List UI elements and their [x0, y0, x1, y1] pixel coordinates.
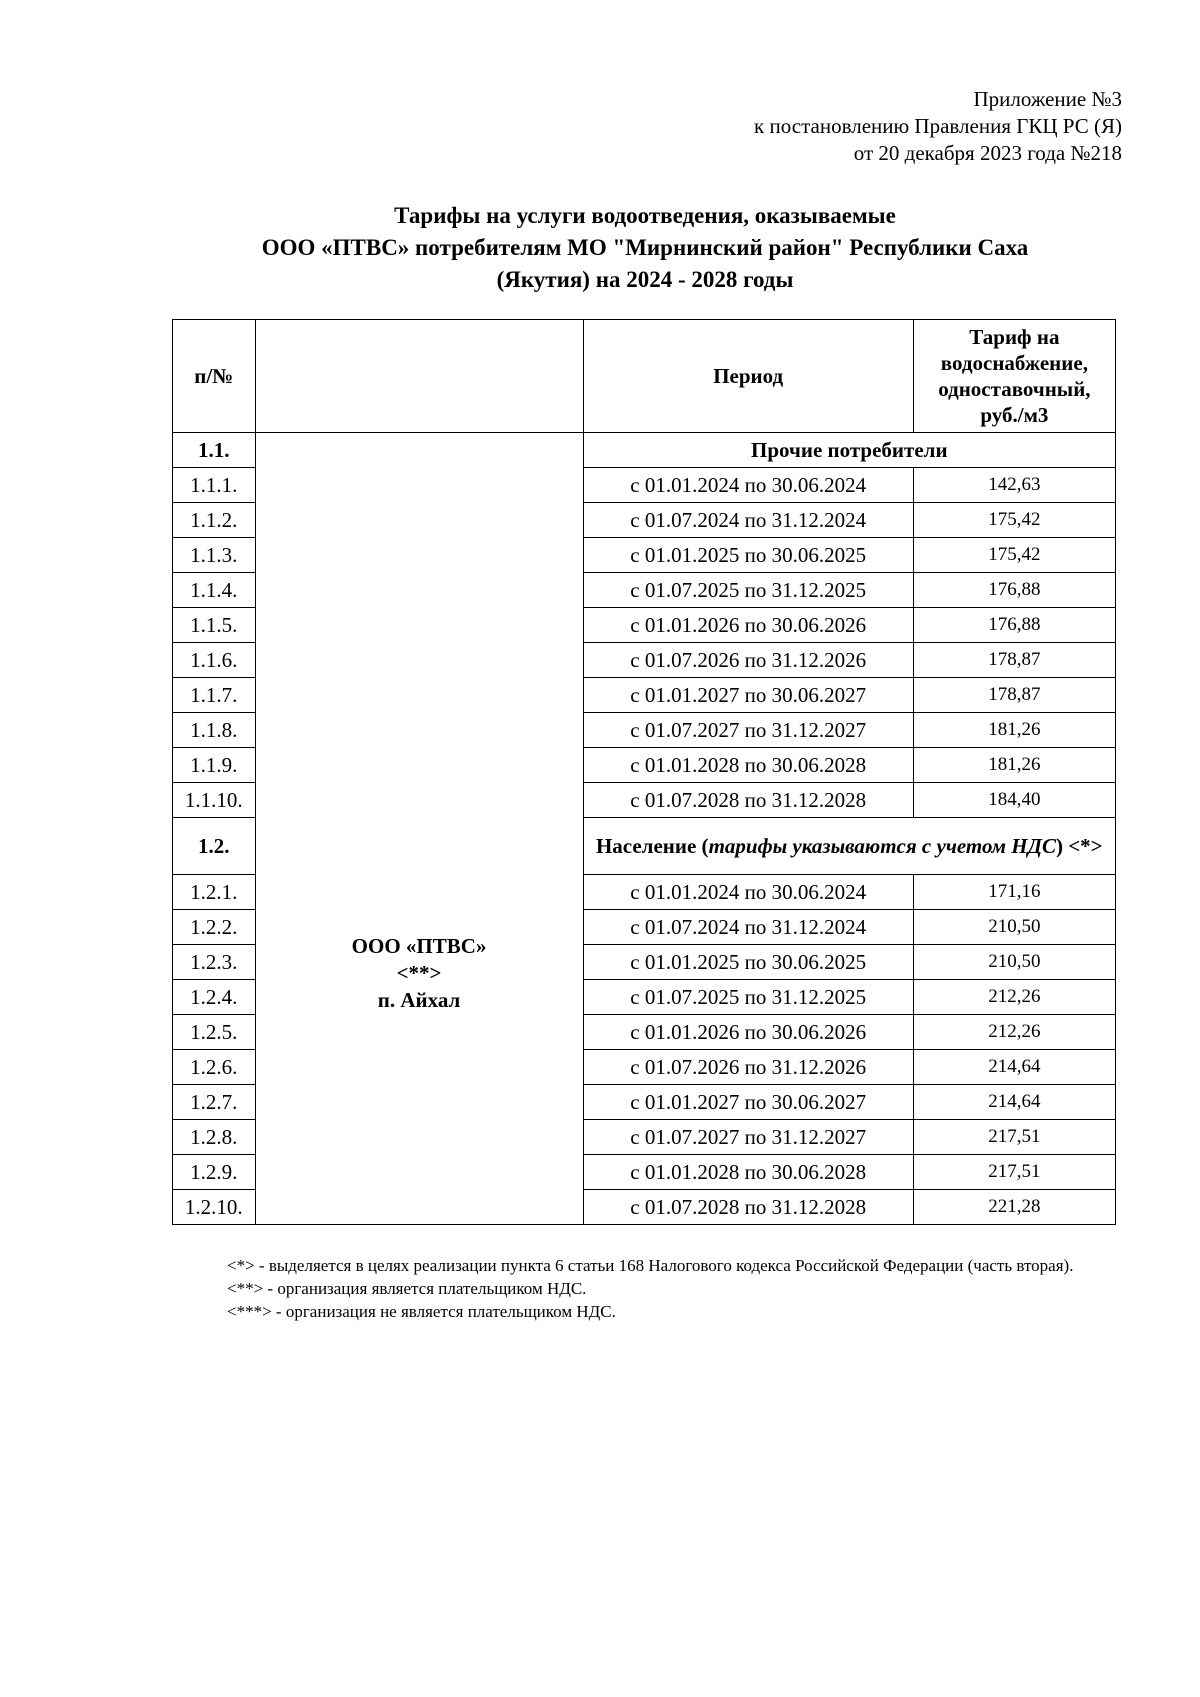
- row-tariff-value: 178,87: [913, 643, 1115, 678]
- row-number: 1.1.6.: [173, 643, 256, 678]
- group-label-text: Население (: [595, 834, 709, 858]
- row-period: с 01.01.2025 по 30.06.2025: [583, 538, 913, 573]
- group-number: 1.2.: [173, 818, 256, 875]
- header-tariff: Тариф на водоснабжение, одноставочный, руб./м3: [913, 320, 1115, 433]
- appendix-number: Приложение №3: [973, 87, 1122, 111]
- row-tariff-value: 176,88: [913, 573, 1115, 608]
- row-tariff-value: 175,42: [913, 503, 1115, 538]
- resolution-reference: к постановлению Правления ГКЦ РС (Я): [754, 114, 1122, 138]
- group-label: [583, 818, 1115, 875]
- header-num: п/№: [173, 320, 256, 433]
- organization-footnote-mark: <**>: [396, 961, 442, 985]
- row-tariff-value: 210,50: [913, 910, 1115, 945]
- row-period: с 01.01.2028 по 30.06.2028: [583, 748, 913, 783]
- tariff-table: [172, 319, 1116, 1225]
- row-number: 1.1.9.: [173, 748, 256, 783]
- row-tariff-value: 214,64: [913, 1085, 1115, 1120]
- row-period: с 01.07.2025 по 31.12.2025: [583, 980, 913, 1015]
- organization-name: ООО «ПТВС»: [351, 934, 487, 958]
- group-label-italic: тарифы указываются с учетом НДС: [708, 834, 1056, 858]
- group-number: 1.1.: [173, 433, 256, 468]
- group-label: Прочие потребители: [583, 433, 1115, 468]
- footnote-vat-payer: <**> - организация является плательщиком НДС.: [227, 1279, 587, 1298]
- row-number: 1.1.3.: [173, 538, 256, 573]
- title-line-2: ООО «ПТВС» потребителям МО "Мирнинский район" Республики Саха: [261, 235, 1029, 260]
- row-number: 1.1.5.: [173, 608, 256, 643]
- row-period: с 01.07.2026 по 31.12.2026: [583, 1050, 913, 1085]
- row-period: с 01.01.2026 по 30.06.2026: [583, 608, 913, 643]
- row-number: 1.1.1.: [173, 468, 256, 503]
- row-number: 1.2.10.: [173, 1190, 256, 1225]
- row-tariff-value: 221,28: [913, 1190, 1115, 1225]
- resolution-date: от 20 декабря 2023 года №218: [853, 141, 1122, 165]
- row-tariff-value: 217,51: [913, 1155, 1115, 1190]
- table-header-row: [173, 320, 1116, 433]
- row-number: 1.2.5.: [173, 1015, 256, 1050]
- footnotes: [172, 1254, 1116, 1323]
- row-period: с 01.01.2028 по 30.06.2028: [583, 1155, 913, 1190]
- row-period: с 01.01.2027 по 30.06.2027: [583, 1085, 913, 1120]
- row-period: с 01.01.2026 по 30.06.2026: [583, 1015, 913, 1050]
- row-number: 1.2.3.: [173, 945, 256, 980]
- row-tariff-value: 212,26: [913, 1015, 1115, 1050]
- header-org: [255, 320, 583, 433]
- row-period: с 01.07.2025 по 31.12.2025: [583, 573, 913, 608]
- row-number: 1.1.7.: [173, 678, 256, 713]
- row-period: с 01.07.2028 по 31.12.2028: [583, 1190, 913, 1225]
- organization-location: п. Айхал: [377, 988, 461, 1012]
- row-tariff-value: 212,26: [913, 980, 1115, 1015]
- footnote-non-vat-payer: <***> - организация не является плательщиком НДС.: [227, 1302, 616, 1321]
- row-period: с 01.01.2027 по 30.06.2027: [583, 678, 913, 713]
- row-number: 1.2.2.: [173, 910, 256, 945]
- row-number: 1.2.6.: [173, 1050, 256, 1085]
- row-tariff-value: 181,26: [913, 748, 1115, 783]
- row-period: с 01.07.2027 по 31.12.2027: [583, 713, 913, 748]
- group-label-tail: ) <*>: [1055, 834, 1103, 858]
- row-period: с 01.07.2024 по 31.12.2024: [583, 503, 913, 538]
- group-row: [173, 433, 1116, 468]
- row-number: 1.2.1.: [173, 875, 256, 910]
- table-body: [173, 433, 1116, 1225]
- row-number: 1.2.7.: [173, 1085, 256, 1120]
- organization-cell: [255, 433, 583, 1225]
- row-period: с 01.07.2028 по 31.12.2028: [583, 783, 913, 818]
- document-header: [754, 86, 1122, 167]
- row-period: с 01.07.2026 по 31.12.2026: [583, 643, 913, 678]
- header-period: Период: [583, 320, 913, 433]
- row-number: 1.1.10.: [173, 783, 256, 818]
- row-number: 1.1.4.: [173, 573, 256, 608]
- row-number: 1.2.8.: [173, 1120, 256, 1155]
- row-tariff-value: 184,40: [913, 783, 1115, 818]
- row-tariff-value: 175,42: [913, 538, 1115, 573]
- row-tariff-value: 214,64: [913, 1050, 1115, 1085]
- row-tariff-value: 181,26: [913, 713, 1115, 748]
- row-tariff-value: 210,50: [913, 945, 1115, 980]
- title-line-3: (Якутия) на 2024 - 2028 годы: [496, 267, 794, 292]
- row-tariff-value: 171,16: [913, 875, 1115, 910]
- row-period: с 01.01.2024 по 30.06.2024: [583, 468, 913, 503]
- row-period: с 01.07.2024 по 31.12.2024: [583, 910, 913, 945]
- row-tariff-value: 176,88: [913, 608, 1115, 643]
- row-tariff-value: 178,87: [913, 678, 1115, 713]
- document-title: [170, 200, 1120, 296]
- row-tariff-value: 142,63: [913, 468, 1115, 503]
- row-period: с 01.07.2027 по 31.12.2027: [583, 1120, 913, 1155]
- row-number: 1.2.4.: [173, 980, 256, 1015]
- row-tariff-value: 217,51: [913, 1120, 1115, 1155]
- footnote-vat-allocation: <*> - выделяется в целях реализации пункта 6 статьи 168 Налогового кодекса Российской Федерации (часть вторая).: [227, 1256, 1074, 1275]
- title-line-1: Тарифы на услуги водоотведения, оказываемые: [394, 203, 896, 228]
- row-period: с 01.01.2025 по 30.06.2025: [583, 945, 913, 980]
- row-number: 1.1.8.: [173, 713, 256, 748]
- row-period: с 01.01.2024 по 30.06.2024: [583, 875, 913, 910]
- row-number: 1.2.9.: [173, 1155, 256, 1190]
- row-number: 1.1.2.: [173, 503, 256, 538]
